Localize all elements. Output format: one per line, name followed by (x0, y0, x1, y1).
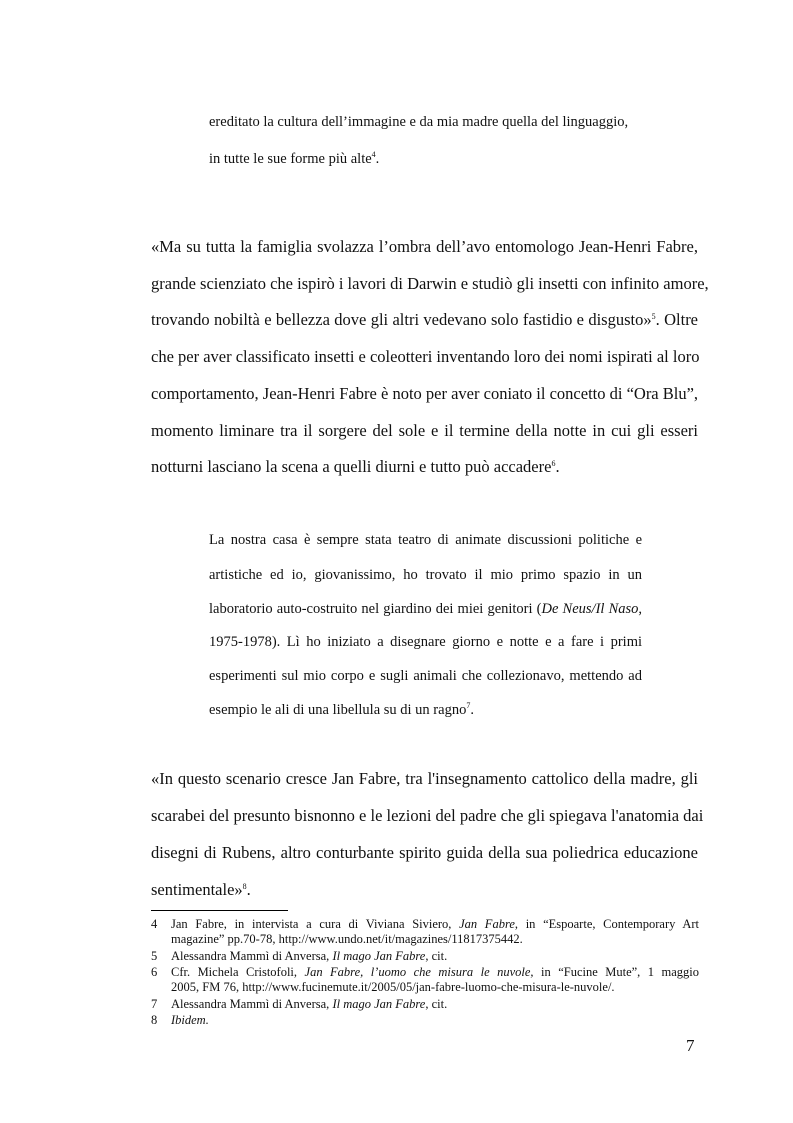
footnote-separator (151, 910, 288, 911)
footnote-ref-6[interactable]: 6 (551, 459, 556, 468)
footnote-number: 7 (151, 997, 158, 1011)
paragraph-line: trovando nobiltà e bellezza dove gli altri vedevano solo fastidio e disgusto»$^5$. Oltre (151, 310, 699, 329)
paragraph-line: comportamento, Jean-Henri Fabre è noto per aver coniato il concetto di “Ora Blu”, (151, 384, 699, 403)
footnote-line: Cfr. Michela Cristofoli, Jan Fabre, l’uomo che misura le nuvole, in “Fucine Mute”, 1 maggio (171, 965, 699, 979)
paragraph-line: grande scienziato che ispirò i lavori di Darwin e studiò gli insetti con infinito amore, (151, 274, 709, 293)
quote-line: ereditato la cultura dell’immagine e da mia madre quella del linguaggio, (209, 114, 629, 130)
footnote-line: magazine” pp.70-78, http://www.undo.net/it/magazines/11817375442. (171, 932, 523, 946)
paragraph-line: che per aver classificato insetti e coleotteri inventando loro dei nomi ispirati al loro (151, 347, 700, 366)
paragraph-line: disegni di Rubens, altro conturbante spirito guida della sua poliedrica educazione (151, 843, 698, 862)
footnote-ref-4[interactable]: 4 (371, 150, 376, 159)
paragraph-line: momento liminare tra il sorgere del sole e il termine della notte in cui gli esseri (151, 421, 698, 440)
footnote-line: 2005, FM 76, http://www.fucinemute.it/2005/05/jan-fabre-luomo-che-misura-le-nuvole/. (171, 980, 615, 994)
footnote-line: Alessandra Mammì di Anversa, Il mago Jan Fabre, cit. (171, 949, 448, 963)
paragraph-line: «Ma su tutta la famiglia svolazza l’ombra dell’avo entomologo Jean-Henri Fabre, (151, 237, 698, 256)
footnote-line: Jan Fabre, in intervista a cura di Viviana Siviero, Jan Fabre, in “Espoarte, Contemporary Art (171, 917, 700, 931)
footnote-line: Ibidem. (171, 1013, 209, 1027)
quote-line: La nostra casa è sempre stata teatro di animate discussioni politiche e (209, 532, 642, 548)
quote-line: artistiche ed io, giovanissimo, ho trovato il mio primo spazio in un (209, 567, 642, 583)
footnote-number: 4 (151, 917, 158, 931)
paragraph-line: sentimentale»$^8$. (151, 880, 251, 899)
quote-line: in tutte le sue forme più alte$^4$. (209, 150, 380, 167)
quote-line: esempio le ali di una libellula su di un ragno$^7$. (209, 701, 474, 718)
paragraph-line: notturni lasciano la scena a quelli diurni e tutto può accadere$^6$. (151, 457, 560, 476)
paragraph-line: «In questo scenario cresce Jan Fabre, tra l'insegnamento cattolico della madre, gli (151, 769, 698, 788)
footnote-ref-5[interactable]: 5 (651, 312, 656, 321)
footnote-number: 5 (151, 949, 158, 963)
footnote-number: 6 (151, 965, 158, 979)
paragraph-line: scarabei del presunto bisnonno e le lezioni del padre che gli spiegava l'anatomia dai (151, 806, 704, 825)
page-number: 7 (686, 1036, 695, 1055)
quote-line: esperimenti sul mio corpo e sugli animali che collezionavo, mettendo ad (209, 668, 642, 684)
quote-line: 1975-1978). Lì ho iniziato a disegnare giorno e notte e a fare i primi (209, 634, 642, 650)
footnote-ref-7[interactable]: 7 (466, 701, 471, 710)
footnote-line: Alessandra Mammì di Anversa, Il mago Jan Fabre, cit. (171, 997, 448, 1011)
footnote-ref-8[interactable]: 8 (242, 882, 247, 891)
footnote-number: 8 (151, 1013, 158, 1027)
quote-line: laboratorio auto-costruito nel giardino dei miei genitori (De Neus/Il Naso, (209, 601, 643, 617)
